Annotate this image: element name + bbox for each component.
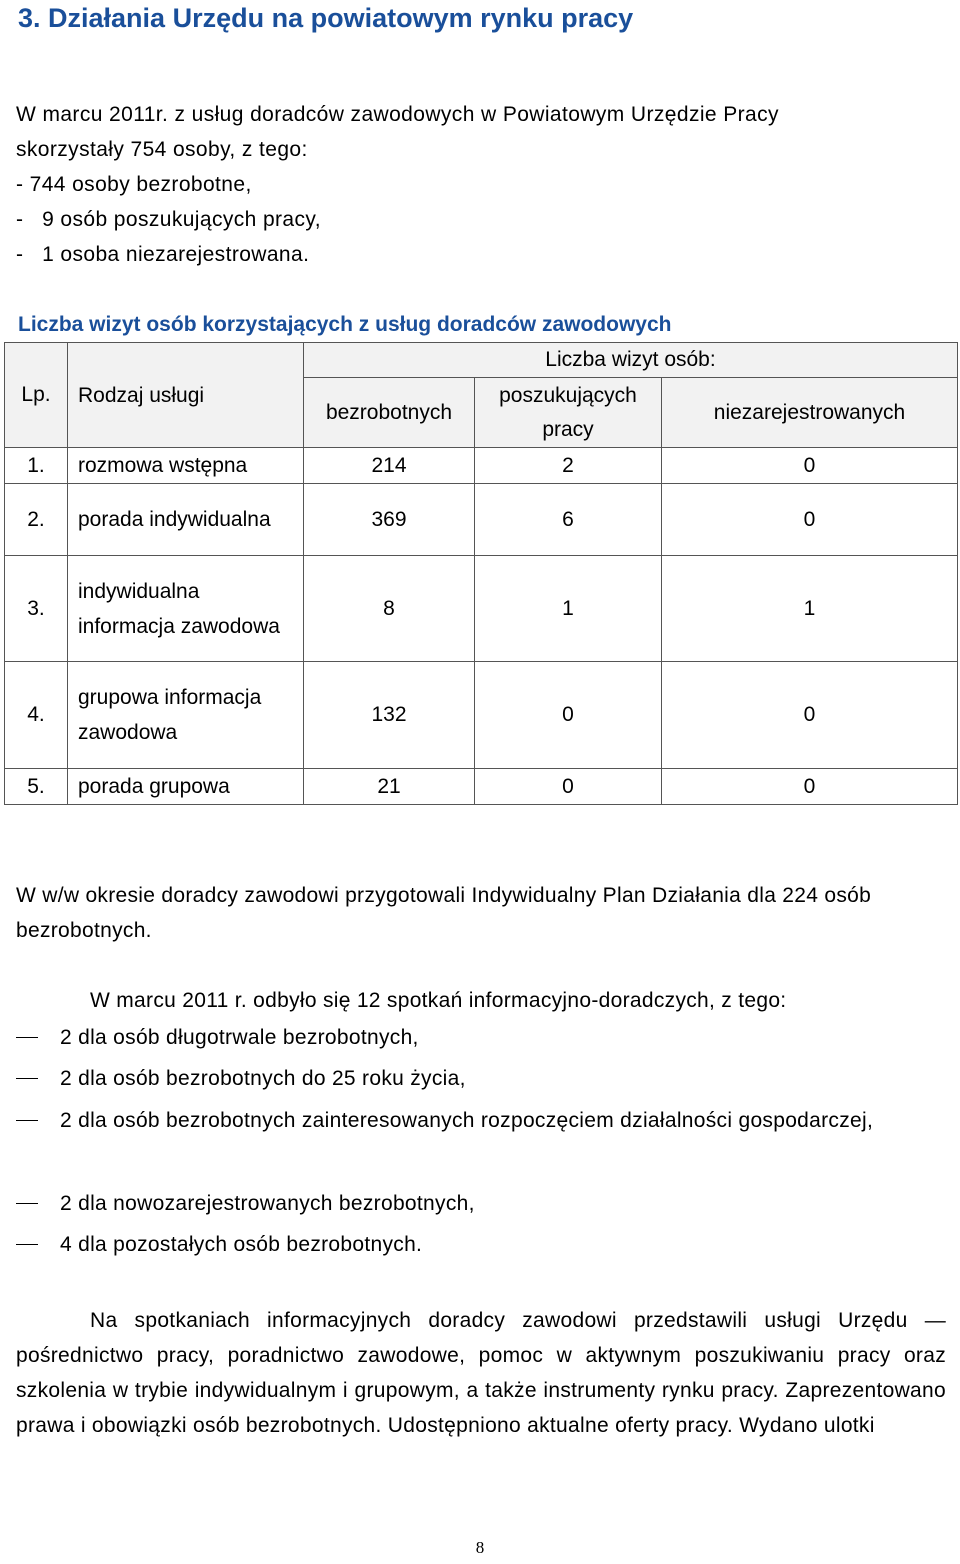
- list-item: [16, 1058, 946, 1099]
- cell-lp: 4.: [5, 662, 68, 769]
- cell-lp: 2.: [5, 484, 68, 556]
- list-item: [16, 1100, 946, 1141]
- dash-bullet-icon: [16, 1120, 38, 1121]
- table-title: Liczba wizyt osób korzystających z usług doradców zawodowych: [18, 313, 672, 336]
- intro-paragraph: [16, 97, 779, 272]
- cell-lp: 1.: [5, 448, 68, 484]
- meetings-intro: W marcu 2011 r. odbyło się 12 spotkań informacyjno-doradczych, z tego:: [90, 989, 787, 1012]
- header-poszukujacych: poszukujących pracy: [475, 378, 662, 448]
- intro-line: - 9 osób poszukujących pracy,: [16, 208, 321, 231]
- cell-service: grupowa informacja zawodowa: [68, 662, 304, 769]
- header-lp: Lp.: [5, 343, 68, 448]
- cell-poszukujacych: 0: [475, 662, 662, 769]
- page-number: 8: [475, 1538, 485, 1557]
- table-row: [5, 448, 958, 484]
- cell-bezrobotnych: 214: [304, 448, 475, 484]
- cell-bezrobotnych: 21: [304, 769, 475, 805]
- cell-poszukujacych: 0: [475, 769, 662, 805]
- dash-bullet-icon: [16, 1037, 38, 1038]
- dash-bullet-icon: [16, 1244, 38, 1245]
- table-row: [5, 556, 958, 662]
- cell-lp: 3.: [5, 556, 68, 662]
- list-item-text: 2 dla osób bezrobotnych do 25 roku życia,: [60, 1067, 466, 1090]
- cell-poszukujacych: 1: [475, 556, 662, 662]
- cell-lp: 5.: [5, 769, 68, 805]
- meetings-description-paragraph: [16, 1303, 946, 1443]
- list-item-text: 2 dla osób długotrwale bezrobotnych,: [60, 1026, 419, 1049]
- cell-service: porada indywidualna: [68, 484, 304, 556]
- cell-service: rozmowa wstępna: [68, 448, 304, 484]
- cell-poszukujacych: 6: [475, 484, 662, 556]
- list-item: [16, 1017, 946, 1058]
- cell-niezarejestrowanych: 0: [662, 448, 958, 484]
- list-item-text: 2 dla osób bezrobotnych zainteresowanych rozpoczęciem działalności gospodarczej,: [60, 1109, 874, 1132]
- cell-bezrobotnych: 8: [304, 556, 475, 662]
- cell-service: indywidualna informacja zawodowa: [68, 556, 304, 662]
- table-row: [5, 662, 958, 769]
- dash-bullet-icon: [16, 1078, 38, 1079]
- cell-bezrobotnych: 132: [304, 662, 475, 769]
- cell-poszukujacych: 2: [475, 448, 662, 484]
- header-bezrobotnych: bezrobotnych: [304, 378, 475, 448]
- cell-bezrobotnych: 369: [304, 484, 475, 556]
- section-heading: 3. Działania Urzędu na powiatowym rynku pracy: [18, 3, 634, 33]
- intro-line: W marcu 2011r. z usług doradców zawodowych w Powiatowym Urzędzie Pracy: [16, 103, 779, 126]
- cell-service: porada grupowa: [68, 769, 304, 805]
- list-item-text: 4 dla pozostałych osób bezrobotnych.: [60, 1233, 423, 1256]
- cell-niezarejestrowanych: 0: [662, 662, 958, 769]
- intro-line: - 1 osoba niezarejestrowana.: [16, 243, 310, 266]
- intro-line: - 744 osoby bezrobotne,: [16, 173, 252, 196]
- paragraph-text: spotkaniach informacyjnych doradcy zawodowi przedstawili usługi Urzędu — pośrednictwo pracy, poradnictwo zawodowe, pomoc w aktywnym poszukiwaniu pracy oraz szkolenia w trybie indywidualnym i grupowym, a także instrumenty rynku pracy. Zaprezentowano prawa i obowiązki osób bezrobotnych. Udostępniono aktualne oferty pracy. Wydano ulotki: [16, 1309, 946, 1437]
- paragraph-first-word: Na: [90, 1309, 118, 1332]
- list-item: [16, 1224, 946, 1265]
- header-visit-count: Liczba wizyt osób:: [304, 343, 958, 378]
- table-header-row: [5, 343, 958, 378]
- cell-niezarejestrowanych: 0: [662, 769, 958, 805]
- intro-line: skorzystały 754 osoby, z tego:: [16, 138, 308, 161]
- header-service-type: Rodzaj usługi: [68, 343, 304, 448]
- cell-niezarejestrowanych: 0: [662, 484, 958, 556]
- visits-table: [4, 342, 958, 805]
- table-row: [5, 769, 958, 805]
- list-item-text: 2 dla nowozarejestrowanych bezrobotnych,: [60, 1192, 475, 1215]
- table-row: [5, 484, 958, 556]
- ipd-paragraph: W w/w okresie doradcy zawodowi przygotowali Indywidualny Plan Działania dla 224 osób bezrobotnych.: [16, 884, 872, 942]
- dash-bullet-icon: [16, 1203, 38, 1204]
- cell-niezarejestrowanych: 1: [662, 556, 958, 662]
- header-niezarejestrowanych: niezarejestrowanych: [662, 378, 958, 448]
- list-item: [16, 1183, 946, 1224]
